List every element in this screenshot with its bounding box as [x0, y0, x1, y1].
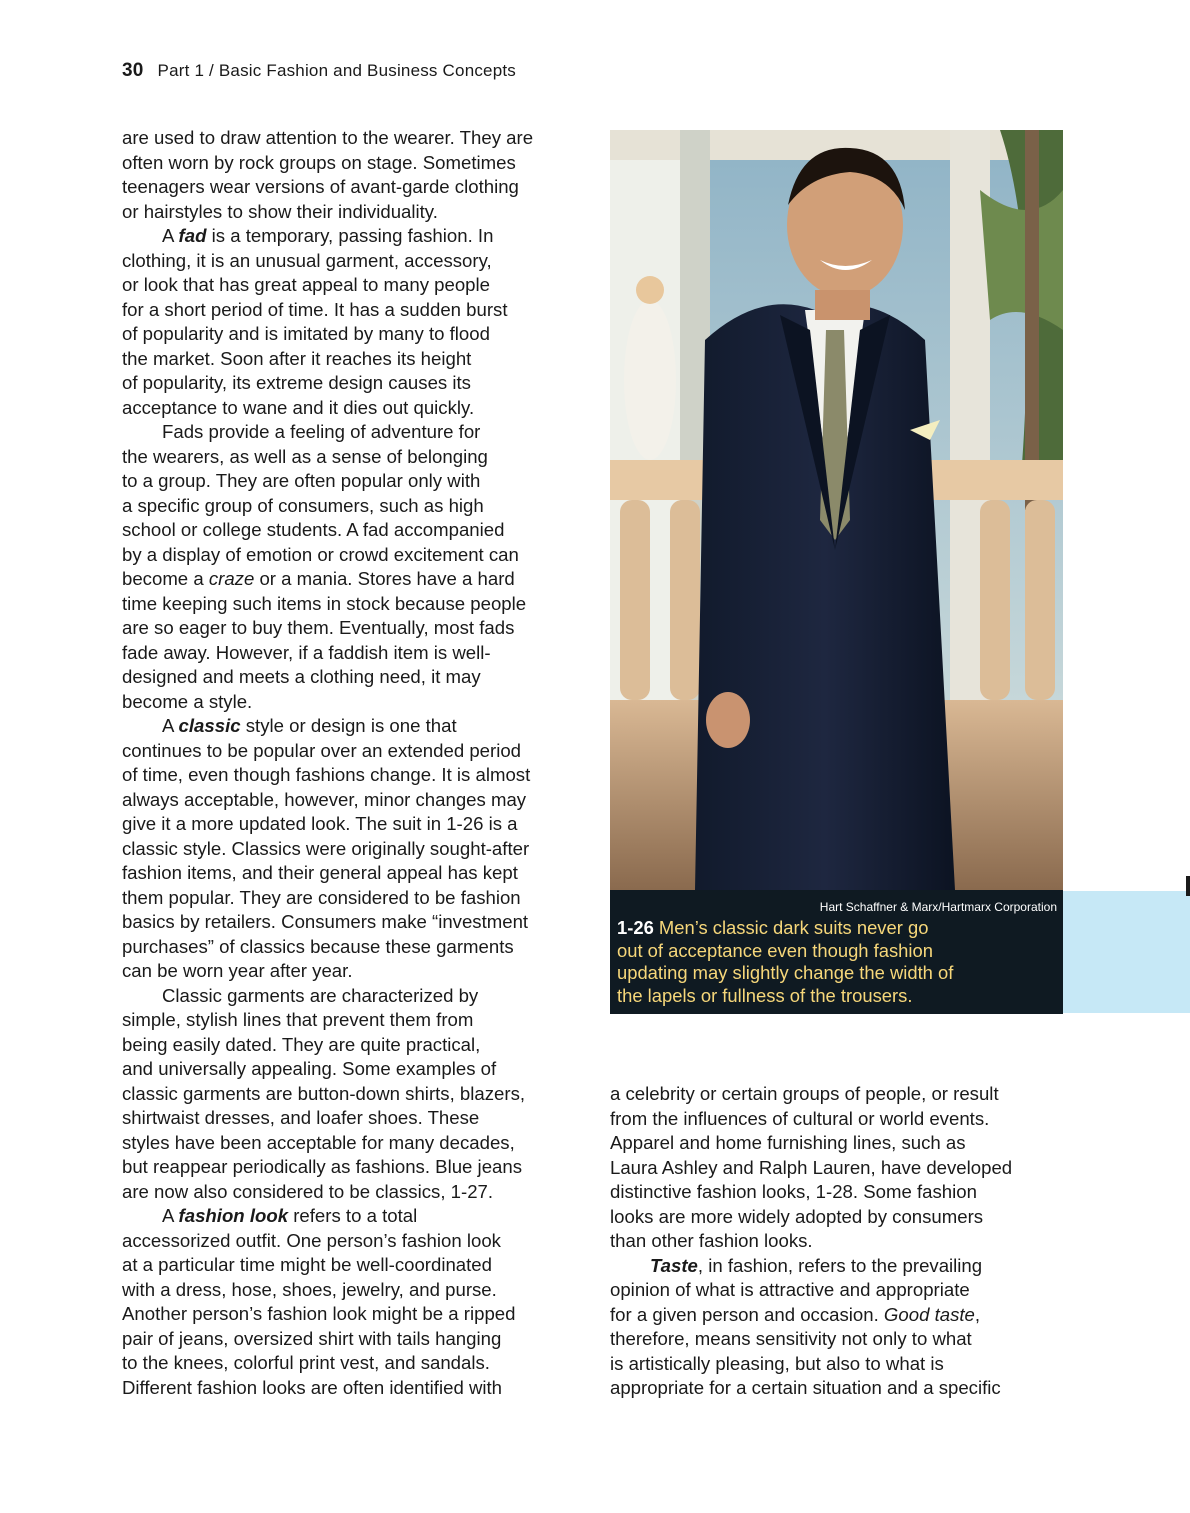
text-line: for a given person and occasion. Good taste,: [610, 1303, 981, 1325]
text-line: are used to draw attention to the wearer. They are: [122, 127, 534, 148]
text-line: Taste, in fashion, refers to the prevailing: [650, 1254, 983, 1276]
paragraph-taste: [610, 1254, 1070, 1401]
paragraph-fashion-look-cont: [610, 1082, 1070, 1254]
text-line: classic garments are button-down shirts, blazers,: [122, 1082, 526, 1104]
text-line: Fads provide a feeling of adventure for: [162, 421, 481, 442]
text-line: A classic style or design is one that: [162, 715, 457, 736]
figure-number: 1-26: [617, 917, 654, 938]
text-line: or hairstyles to show their individuality.: [122, 200, 438, 222]
text-line: fade away. However, if a faddish item is well-: [122, 641, 491, 663]
text-line: looks are more widely adopted by consumers: [610, 1205, 984, 1227]
text-line: of time, even though fashions change. It is almost: [122, 764, 531, 785]
paragraph-avant-garde-end: [122, 126, 580, 224]
running-title: Part 1 / Basic Fashion and Business Concepts: [157, 61, 516, 80]
paragraph-classic-garments: [122, 984, 580, 1205]
text-line: Laura Ashley and Ralph Lauren, have developed: [610, 1156, 1013, 1178]
text-line: time keeping such items in stock because people: [122, 592, 527, 614]
text-line: the wearers, as well as a sense of belonging: [122, 445, 488, 467]
page-header: [122, 60, 516, 82]
caption-line: updating may slightly change the width of: [617, 962, 954, 984]
text-line: pair of jeans, oversized shirt with tails hanging: [122, 1327, 502, 1349]
text-line: of popularity and is imitated by many to flood: [122, 323, 490, 344]
text-line: purchases” of classics because these garments: [122, 935, 514, 957]
text-line: them popular. They are considered to be fashion: [122, 886, 521, 908]
text-line: can be worn year after year.: [122, 960, 353, 981]
text-line: give it a more updated look. The suit in 1-26 is a: [122, 813, 518, 834]
text-line: basics by retailers. Consumers make “investment: [122, 911, 529, 932]
term-fad: fad: [178, 225, 207, 246]
caption-line: 1-26 Men’s classic dark suits never go: [617, 917, 929, 938]
term-good-taste: Good taste: [883, 1303, 975, 1325]
text-line: A fad is a temporary, passing fashion. In: [162, 225, 494, 246]
text-line: simple, stylish lines that prevent them from: [122, 1009, 474, 1030]
text-line: Another person’s fashion look might be a ripped: [122, 1303, 516, 1324]
text-line: to the knees, colorful print vest, and sandals.: [122, 1352, 490, 1373]
text-line: clothing, it is an unusual garment, accessory,: [122, 249, 492, 271]
term-classic: classic: [178, 715, 241, 736]
text-line: teenagers wear versions of avant-garde clothing: [122, 176, 519, 197]
text-line: therefore, means sensitivity not only to what: [610, 1328, 972, 1349]
text-line: or look that has great appeal to many people: [122, 274, 490, 295]
text-line: become a style.: [122, 690, 253, 712]
text-line: shirtwaist dresses, and loafer shoes. These: [122, 1107, 480, 1128]
term-craze: craze: [208, 568, 255, 589]
figure-caption: [617, 917, 953, 1007]
text-line: being easily dated. They are quite practical,: [122, 1033, 481, 1055]
term-fashion-look: fashion look: [178, 1205, 289, 1226]
caption-line: the lapels or fullness of the trousers.: [617, 984, 913, 1006]
right-column: [610, 1082, 1070, 1401]
text-line: a specific group of consumers, such as high: [122, 494, 484, 516]
text-line: Apparel and home furnishing lines, such as: [610, 1132, 966, 1153]
photo-credit: Hart Schaffner & Marx/Hartmarx Corporation: [819, 900, 1057, 914]
text-line: opinion of what is attractive and appropriate: [610, 1279, 970, 1300]
figure-caption-box: [610, 890, 1063, 1014]
text-line: designed and meets a clothing need, it may: [122, 666, 481, 687]
text-line: often worn by rock groups on stage. Sometimes: [122, 151, 516, 173]
term-taste: Taste: [650, 1254, 698, 1276]
margin-tab-edge: [1186, 876, 1190, 896]
text-line: styles have been acceptable for many decades,: [122, 1131, 515, 1153]
text-line: the market. Soon after it reaches its height: [122, 347, 472, 369]
left-column: [122, 126, 580, 1400]
text-line: school or college students. A fad accompanied: [122, 519, 505, 540]
paragraph-classic: [122, 714, 580, 984]
paragraph-fad: [122, 224, 580, 420]
text-line: with a dress, hose, shoes, jewelry, and purse.: [122, 1278, 497, 1300]
figure-photo-suit: [610, 130, 1063, 890]
paragraph-fashion-look: [122, 1204, 580, 1400]
text-line: acceptance to wane and it dies out quickly.: [122, 396, 475, 418]
margin-tab: [1063, 891, 1190, 1013]
text-line: classic style. Classics were originally sought-after: [122, 837, 530, 859]
text-line: is artistically pleasing, but also to what is: [610, 1352, 944, 1374]
text-line: for a short period of time. It has a sudden burst: [122, 298, 508, 320]
text-line: appropriate for a certain situation and a specific: [610, 1377, 1001, 1398]
text-line: are so eager to buy them. Eventually, most fads: [122, 617, 515, 638]
text-line: fashion items, and their general appeal has kept: [122, 862, 518, 883]
text-line: a celebrity or certain groups of people, or result: [610, 1083, 999, 1104]
paragraph-fads-adventure: [122, 420, 580, 714]
text-line: than other fashion looks.: [610, 1230, 813, 1251]
page-number: 30: [122, 60, 144, 81]
text-line: Classic garments are characterized by: [162, 984, 479, 1006]
text-line: distinctive fashion looks, 1-28. Some fashion: [610, 1181, 977, 1202]
text-line: become a craze or a mania. Stores have a hard: [122, 568, 515, 589]
text-line: A fashion look refers to a total: [162, 1205, 418, 1226]
text-line: to a group. They are often popular only with: [122, 470, 481, 491]
text-line: always acceptable, however, minor changes may: [122, 788, 527, 810]
text-line: and universally appealing. Some examples of: [122, 1058, 497, 1079]
text-line: continues to be popular over an extended period: [122, 739, 522, 761]
text-line: from the influences of cultural or world events.: [610, 1107, 990, 1129]
caption-line: out of acceptance even though fashion: [617, 939, 933, 961]
text-line: but reappear periodically as fashions. Blue jeans: [122, 1156, 523, 1177]
text-line: at a particular time might be well-coordinated: [122, 1254, 492, 1275]
text-line: of popularity, its extreme design causes its: [122, 372, 471, 393]
text-line: by a display of emotion or crowd excitement can: [122, 543, 519, 565]
text-line: accessorized outfit. One person’s fashion look: [122, 1229, 501, 1251]
text-line: Different fashion looks are often identified with: [122, 1376, 503, 1398]
text-line: are now also considered to be classics, 1-27.: [122, 1180, 494, 1202]
